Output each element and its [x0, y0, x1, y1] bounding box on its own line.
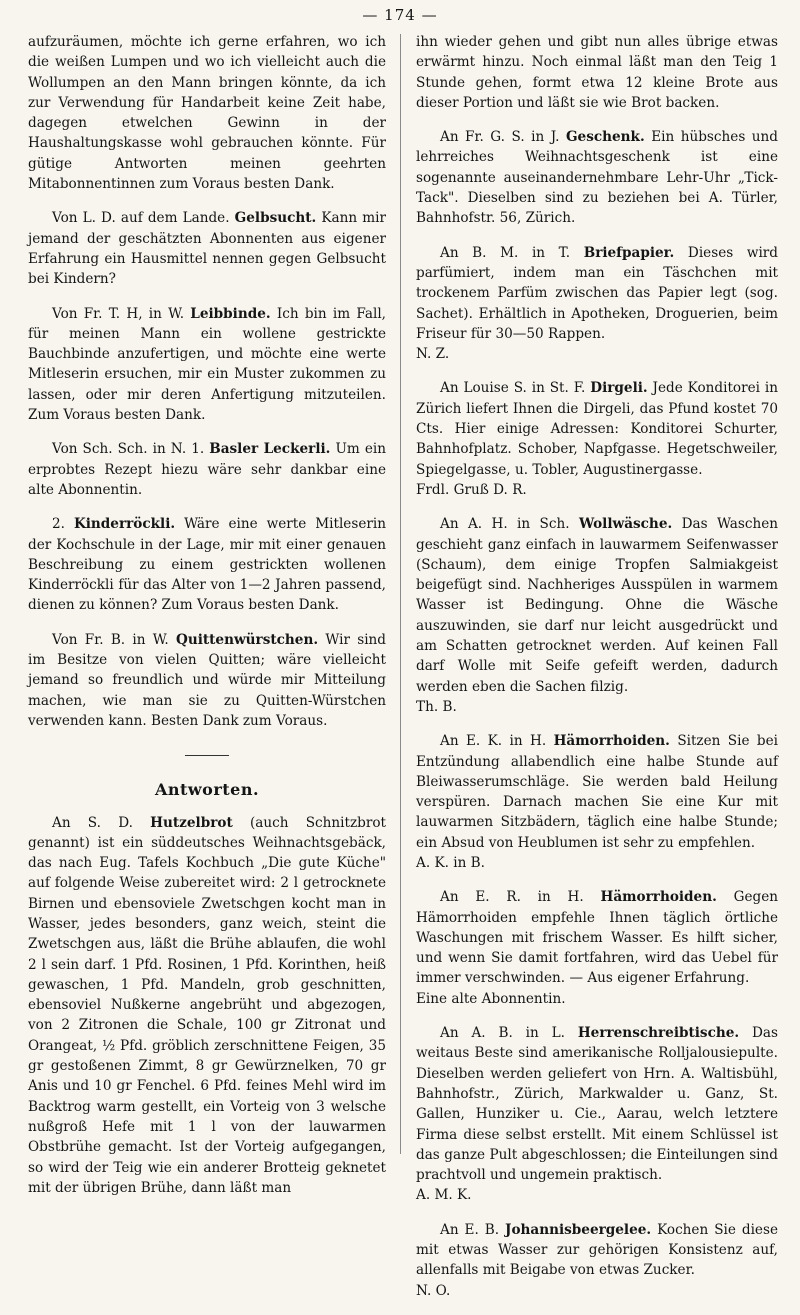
paragraph-text: ihn wieder gehen und gibt nun alles übrige etwas erwärmt hinzu. Noch einmal läßt man den Teig 1 Stunde gehen, formt etwa 12 kleine Brote aus dieser Portion und läßt sie wie Brot backen.	[416, 34, 778, 111]
answer-prefix: An E. K. in H.	[440, 733, 547, 750]
answer-keyword: Dirgeli.	[590, 380, 648, 397]
answer-text: Sitzen Sie bei Entzündung allabendlich eine halbe Stunde auf Bleiwasserumschläge. Sie werden bald Heilung verspüren. Darnach machen Sie eine Kur mit lauwarmen Sitzbädern, täglich eine halbe Stunde; ein Absud von Heublumen ist sehr zu empfehlen.	[416, 733, 778, 851]
answer-haemorrhoiden-1	[416, 731, 778, 873]
signature: N. O.	[416, 1282, 451, 1299]
answer-keyword: Herrenschreibtische.	[577, 1025, 740, 1042]
question-text: Wir sind im Besitze von vielen Quitten; wäre vielleicht jemand so freundlich und würde mir Mitteilung machen, wie man sie zu Quitten-Würstchen verwenden kann. Besten Dank zum Voraus.	[28, 631, 386, 729]
signature: Eine alte Abonnentin.	[416, 990, 566, 1007]
question-keyword: Kinderröckli.	[73, 516, 176, 533]
answer-keyword: Wollwäsche.	[578, 516, 673, 533]
answer-keyword: Johannisbeergelee.	[505, 1221, 652, 1238]
question-quittenwuerstchen	[28, 630, 386, 731]
question-leibbinde	[28, 304, 386, 426]
answer-keyword: Geschenk.	[565, 129, 645, 146]
column-divider	[400, 34, 401, 1154]
section-separator	[185, 755, 229, 756]
section-title: Antworten.	[154, 780, 260, 800]
answer-text: Kochen Sie diese mit etwas Wasser zur gehörigen Konsistenz auf, allenfalls mit Beigabe von etwas Zucker.	[416, 1221, 778, 1279]
signature: A. K. in B.	[416, 854, 485, 871]
question-basler-leckerli	[28, 439, 386, 500]
answer-prefix: An E. R. in H.	[440, 889, 584, 906]
question-prefix: Von Sch. Sch. in N. 1.	[52, 441, 205, 458]
question-keyword: Leibbinde.	[190, 305, 271, 322]
answer-hutzelbrot-continuation	[416, 32, 778, 113]
answer-keyword: Hutzelbrot	[150, 814, 233, 831]
answer-hutzelbrot	[28, 813, 386, 1199]
signature: N. Z.	[416, 346, 450, 363]
answer-keyword: Hämorrhoiden.	[600, 889, 717, 906]
answer-haemorrhoiden-2	[416, 887, 778, 1009]
answer-prefix: An B. M. in T.	[440, 244, 571, 261]
question-prefix: Von Fr. T. H, in W.	[52, 305, 185, 322]
answer-text: Ein hübsches und lehrreiches Weihnachtsgeschenk ist eine sogenannte auseinandernehmbare Lehr-Uhr „Tick-Tack". Dieselben sind zu beziehen bei A. Türler, Bahnhofstr. 56, Zürich.	[416, 129, 778, 227]
signature: Frdl. Gruß D. R.	[416, 481, 527, 498]
answer-dirgeli	[416, 378, 778, 500]
question-text: Um ein erprobtes Rezept hiezu wäre sehr dankbar eine alte Abonnentin.	[28, 441, 386, 498]
answer-text: Das weitaus Beste sind amerikanische Rolljalousiepulte. Dieselben werden geliefert von Hrn. A. Waltisbühl, Bahnhofstr., Zürich, Markwalder u. Ganz, St. Gallen, Hunziker u. Cie., Aarau, welch letztere Firma diese selbst erstellt. Mit einem Schlüssel ist das ganze Pult abgeschlossen; die Einteilungen sind prachtvoll und ungemein praktisch.	[416, 1025, 778, 1184]
signature: Th. B.	[416, 698, 457, 715]
answer-wollwaesche	[416, 514, 778, 717]
question-text: Wäre eine werte Mitleserin der Kochschule in der Lage, mir mit einer genauen Beschreibung zu einem gestrickten wollenen Kinderröckli für das Alter von 1—2 Jahren passend, dienen zu können? Zum Voraus besten Dank.	[28, 516, 386, 614]
answer-geschenk	[416, 127, 778, 228]
question-kinderroeckli	[28, 514, 386, 615]
answer-prefix: An Fr. G. S. in J.	[440, 129, 560, 146]
answer-text: Gegen Hämorrhoiden empfehle Ihnen täglich örtliche Waschungen mit frischem Wasser. Es hilft sicher, und wenn Sie damit fortfahren, wird das Uebel für immer verschwinden. — Aus eigener Erfahrung.	[416, 889, 779, 987]
paragraph-text: aufzuräumen, möchte ich gerne erfahren, wo ich die weißen Lumpen und wo ich vielleicht auch die Wollumpen an den Mann bringen könnte, da ich zur Verwendung für Handarbeit keine Zeit habe, dagegen etwelchen Gewinn in der Haushaltungskasse wohl gebrauchen könnte. Für gütige Antworten meinen geehrten Mitabonnentinnen zum Voraus besten Dank.	[28, 34, 386, 193]
question-keyword: Basler Leckerli.	[209, 441, 331, 458]
right-column	[416, 32, 778, 1315]
answer-johannisbeergelee	[416, 1220, 778, 1301]
question-text: Ich bin im Fall, für meinen Mann ein wollene gestrickte Bauchbinde anzufertigen, und möchte eine werte Mitleserin ersuchen, mir ein Muster zukommen zu lassen, oder mir deren Anfertigung mitzuteilen. Zum Voraus besten Dank.	[28, 305, 386, 424]
question-prefix: Von Fr. B. in W.	[52, 631, 169, 648]
question-prefix: 2.	[52, 516, 65, 533]
page-number: — 174 —	[362, 6, 438, 24]
answer-prefix: An E. B.	[440, 1221, 500, 1238]
answer-text: Dieses wird parfümiert, indem man ein Täschchen mit trockenem Parfüm zwischen das Papier legt (sog. Sachet). Erhältlich in Apotheken, Droguerien, beim Friseur für 30—50 Rappen.	[416, 244, 779, 342]
paragraph-continuation	[28, 32, 386, 194]
answer-text: (auch Schnitzbrot genannt) ist ein süddeutsches Weihnachtsgebäck, das nach Eug. Tafels Kochbuch „Die gute Küche" auf folgende Weise zubereitet wird: 2 l getrocknete Birnen und ebensoviele Zwetschgen kocht man in Wasser, jedes besonders, ganz weich, steint die Zwetschgen aus, läßt die Brühe ablaufen, die wohl 2 l sein darf. 1 Pfd. Rosinen, 1 Pfd. Korinthen, heiß gewaschen, 1 Pfd. Mandeln, grob geschnitten, ebensoviel Nußkerne angebrüht und abgezogen, von 2 Zitronen die Schale, 100 gr Zitronat und Orangeat, ½ Pfd. gröblich zerschnittene Feigen, 35 gr gestoßenen Zimmt, 8 gr Gewürznelken, 70 gr Anis und 10 gr Fenchel. 6 Pfd. feines Mehl wird im Backtrog warm gestellt, ein Vorteig von 3 welsche nußgroß Hefe mit 1 l von der lauwarmen Obstbrühe gemacht. Ist der Vorteig aufgegangen, so wird der Teig wie ein anderer Brotteig geknetet mit der übrigen Brühe, dann läßt man	[28, 814, 386, 1196]
answer-keyword: Briefpapier.	[583, 244, 675, 261]
answer-text: Jede Konditorei in Zürich liefert Ihnen die Dirgeli, das Pfund kostet 70 Cts. Hier einige Adressen: Konditorei Schurter, Bahnhofplatz. Schober, Napfgasse. Hegetschweiler, Spiegelgasse, u. Tobler, Augustinergasse.	[416, 380, 779, 478]
answer-herrenschreibtische	[416, 1023, 778, 1206]
answer-text: Das Waschen geschieht ganz einfach in lauwarmem Seifenwasser (Schaum), dem einige Tropfen Salmiakgeist beigefügt sind. Nachheriges Ausspülen in warmem Wasser ist Bedingung. Ohne die Wäsche auszuwinden, sie darf nur leicht ausgedrückt und am Schatten getrocknet werden. Auf keinen Fall darf Wolle mit Seife gefeift werden, dadurch werden eben die Sachen filzig.	[416, 516, 778, 695]
question-text: Kann mir jemand der geschätzten Abonnenten aus eigener Erfahrung ein Hausmittel nennen gegen Gelbsucht bei Kindern?	[28, 210, 387, 288]
answer-briefpapier	[416, 243, 778, 365]
answer-prefix: An A. B. in L.	[440, 1025, 565, 1042]
signature: A. M. K.	[416, 1187, 472, 1204]
answer-prefix: An S. D.	[52, 814, 133, 831]
answer-keyword: Hämorrhoiden.	[553, 733, 670, 750]
answer-prefix: An A. H. in Sch.	[440, 516, 570, 533]
question-prefix: Von L. D. auf dem Lande.	[52, 210, 230, 227]
left-column	[28, 32, 386, 1212]
question-gelbsucht	[28, 208, 386, 289]
question-keyword: Quittenwürstchen.	[175, 631, 319, 648]
question-keyword: Gelbsucht.	[234, 210, 317, 227]
answer-prefix: An Louise S. in St. F.	[440, 380, 586, 397]
